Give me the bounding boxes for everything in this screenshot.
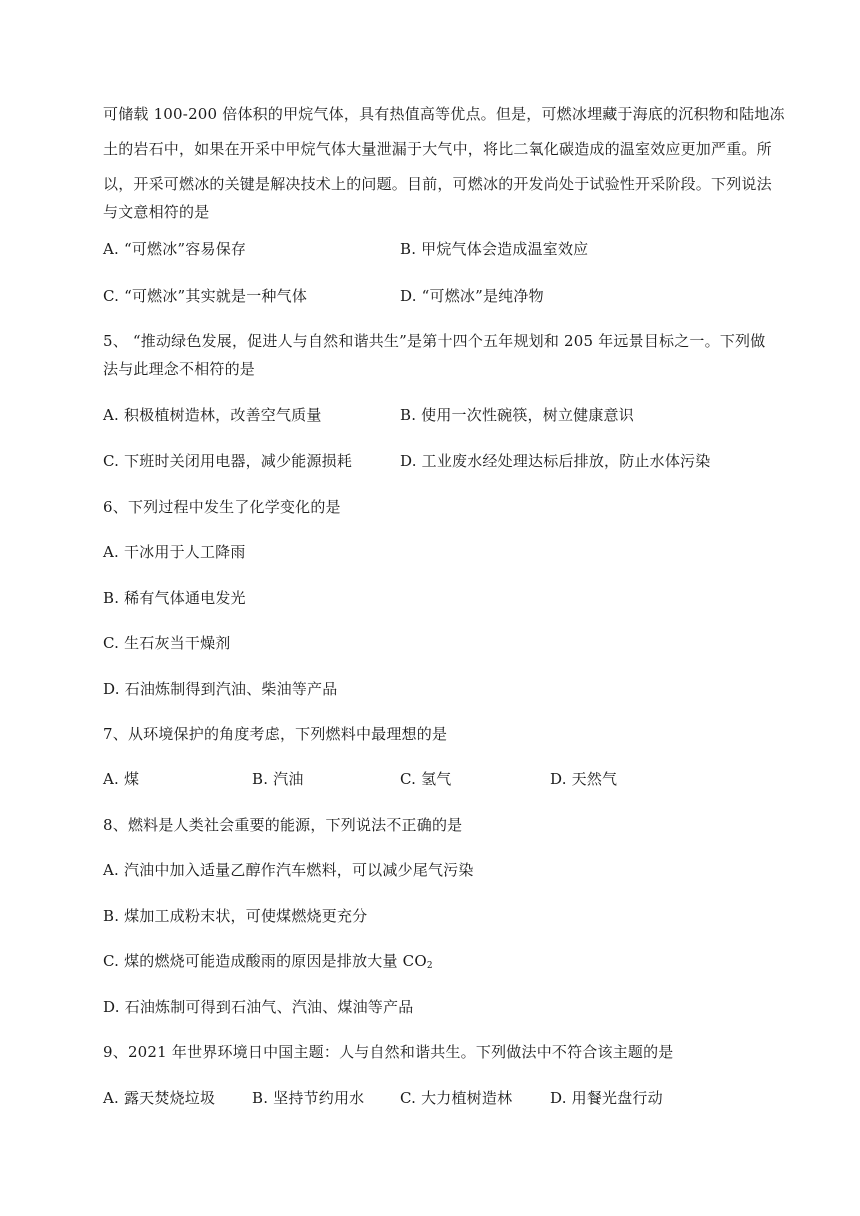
q9-option-a: A. 露天焚烧垃圾 [103,1089,216,1107]
passage-line: 土的岩石中，如果在开采中甲烷气体大量泄漏于大气中，将比二氧化碳造成的温室效应更加严重。所 [103,140,772,158]
q6-option-a: A. 干冰用于人工降雨 [103,543,246,561]
q5-option-b: B. 使用一次性碗筷，树立健康意识 [400,406,634,424]
q6-option-c: C. 生石灰当干燥剂 [103,634,231,652]
q7-option-b: B. 汽油 [252,770,304,788]
q6-option-b: B. 稀有气体通电发光 [103,589,246,607]
q8-option-b: B. 煤加工成粉末状，可使煤燃烧更充分 [103,907,368,925]
q7-option-a: A. 煤 [103,770,140,788]
q6-option-d: D. 石油炼制得到汽油、柴油等产品 [103,680,338,698]
passage-line: 可储载 100-200 倍体积的甲烷气体，具有热值高等优点。但是，可燃冰埋藏于海底的沉积物和陆地冻 [103,105,785,123]
q5-stem-line: 法与此理念不相符的是 [103,360,256,378]
q5-option-d: D. 工业废水经处理达标后排放，防止水体污染 [400,452,711,470]
q8-stem: 8、燃料是人类社会重要的能源，下列说法不正确的是 [103,816,463,834]
q5-option-c: C. 下班时关闭用电器，减少能源损耗 [103,452,353,470]
passage-line: 与文意相符的是 [103,203,210,221]
q8-option-a: A. 汽油中加入适量乙醇作汽车燃料，可以减少尾气污染 [103,861,474,879]
q9-option-b: B. 坚持节约用水 [252,1089,365,1107]
q4-option-d: D. “可燃冰”是纯净物 [400,287,544,305]
q8-option-d: D. 石油炼制可得到石油气、汽油、煤油等产品 [103,998,414,1016]
q6-stem: 6、下列过程中发生了化学变化的是 [103,498,341,516]
q4-option-b: B. 甲烷气体会造成温室效应 [400,240,589,258]
q4-option-c: C. “可燃冰”其实就是一种气体 [103,287,308,305]
q8-option-c-subscript: 2 [426,961,433,971]
q8-option-c [103,950,433,971]
q7-stem: 7、从环境保护的角度考虑，下列燃料中最理想的是 [103,725,448,743]
q7-option-c: C. 氢气 [400,770,452,788]
q5-option-a: A. 积极植树造林，改善空气质量 [103,406,322,424]
q7-option-d: D. 天然气 [550,770,618,788]
q8-option-c-text: C. 煤的燃烧可能造成酸雨的原因是排放大量 CO [103,952,427,970]
q4-option-a: A. “可燃冰”容易保存 [103,240,247,258]
passage-line: 以，开采可燃冰的关键是解决技术上的问题。目前，可燃冰的开发尚处于试验性开采阶段。下列说法 [103,175,772,193]
q9-option-c: C. 大力植树造林 [400,1089,513,1107]
q9-stem: 9、2021 年世界环境日中国主题：人与自然和谐共生。下列做法中不符合该主题的是 [103,1043,674,1061]
q9-option-d: D. 用餐光盘行动 [550,1089,663,1107]
q5-stem-line: 5、 “推动绿色发展，促进人与自然和谐共生”是第十四个五年规划和 205 年远景目标之一。下列做 [103,332,766,350]
